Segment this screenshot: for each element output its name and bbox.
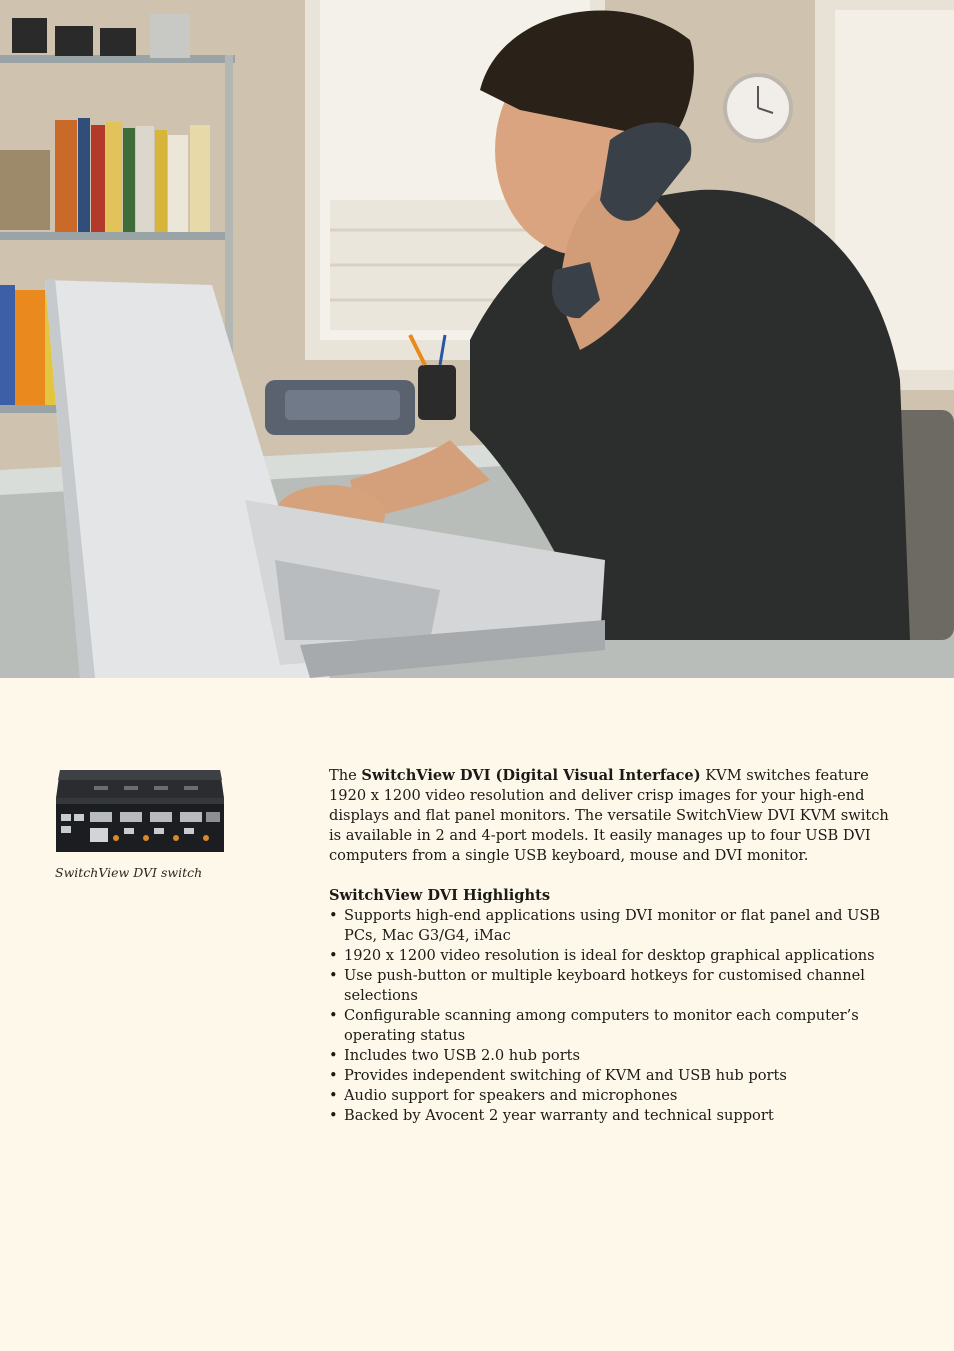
bullet-icon: • xyxy=(329,1067,338,1084)
intro-prefix: The xyxy=(329,767,362,784)
list-item: • Use push-button or multiple keyboard hotkeys for customised channel selections xyxy=(329,967,865,1004)
bullet-icon: • xyxy=(329,967,338,984)
list-item: • Provides independent switching of KVM and USB hub ports xyxy=(329,1067,787,1084)
bullet-icon: • xyxy=(329,1107,338,1124)
description-block xyxy=(329,766,904,1126)
list-item: • Includes two USB 2.0 hub ports xyxy=(329,1047,581,1064)
intro-product-name: SwitchView DVI (Digital Visual Interface) xyxy=(361,767,701,784)
bullet-icon: • xyxy=(329,947,338,964)
product-caption: SwitchView DVI switch xyxy=(55,865,203,880)
bullet-icon: • xyxy=(329,907,338,924)
list-item: • Audio support for speakers and microphones xyxy=(329,1087,678,1104)
bullet-icon: • xyxy=(329,1047,338,1064)
kvm-switch-icon xyxy=(54,768,226,854)
highlights-heading: SwitchView DVI Highlights xyxy=(329,887,551,904)
switchview-dvi-kvm-switch-image xyxy=(54,768,226,854)
list-item: • Supports high-end applications using DVI monitor or flat panel and USB PCs, Mac G3/G4, iMac xyxy=(329,907,881,944)
list-item: • 1920 x 1200 video resolution is ideal for desktop graphical applications xyxy=(329,947,875,964)
bullet-icon: • xyxy=(329,1087,338,1104)
intro-paragraph xyxy=(329,766,904,866)
list-item: • Configurable scanning among computers to monitor each computer’s operating status xyxy=(329,1007,859,1044)
bullet-icon: • xyxy=(329,1007,338,1024)
intro-text: KVM switches feature 1920 x 1200 video resolution and deliver crisp images for your high-end displays and flat panel monitors. The versatile SwitchView DVI KVM switch is available in 2 and 4-port models. It easily manages up to four USB DVI computers from a single USB keyboard, mouse and DVI monitor. xyxy=(329,767,889,864)
highlights-list xyxy=(329,906,904,1126)
list-item: • Backed by Avocent 2 year warranty and technical support xyxy=(329,1107,774,1124)
